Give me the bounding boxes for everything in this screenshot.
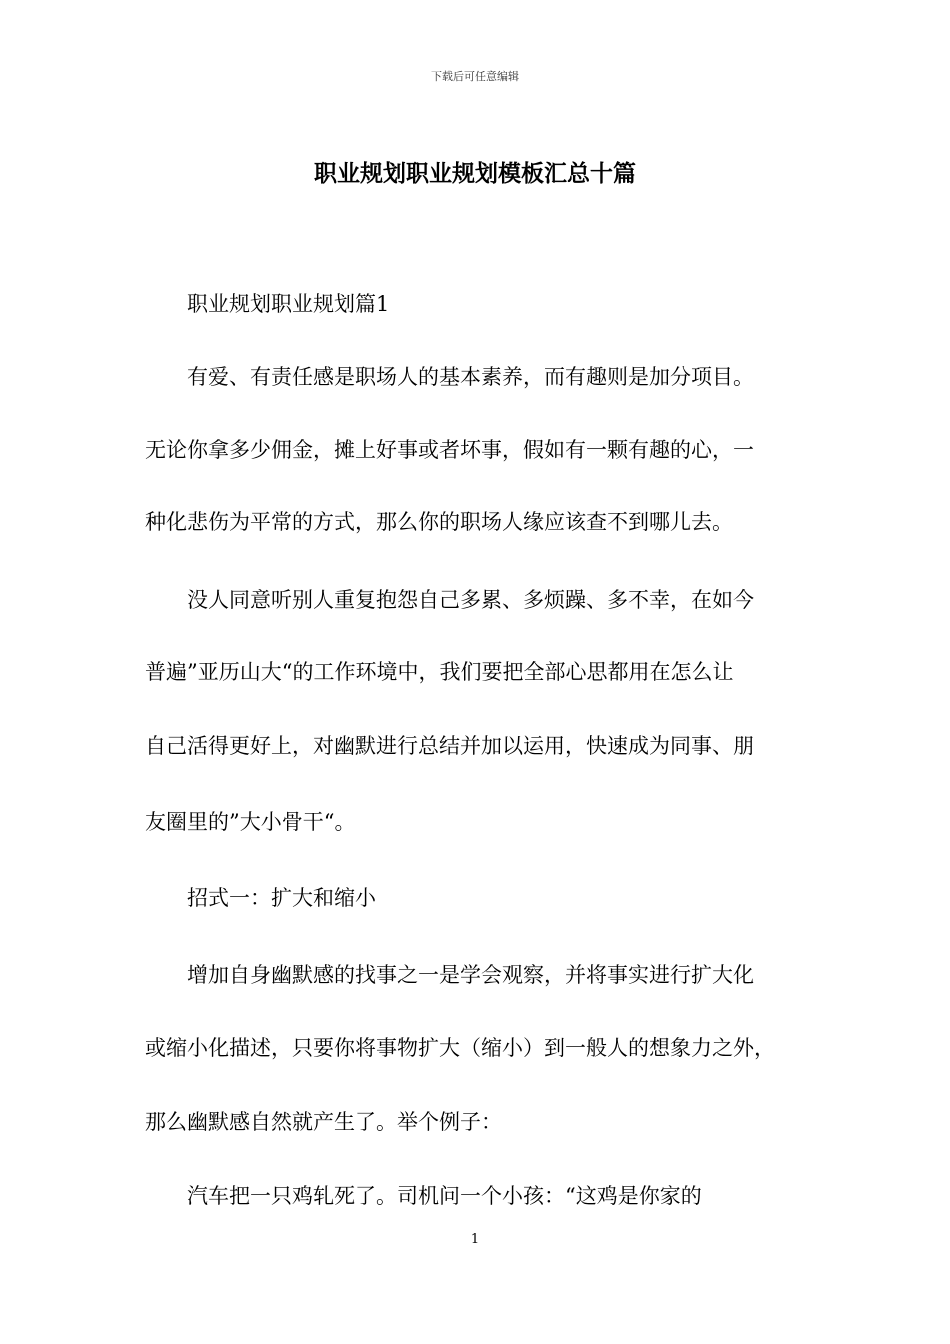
body-line: 没人同意听别人重复抱怨自己多累、多烦躁、多不幸，在如今 [145, 588, 754, 612]
body-line: 汽车把一只鸡轧死了。司机问一个小孩：“这鸡是你家的 [145, 1184, 702, 1208]
body-line: 那么幽默感自然就产生了。举个例子： [145, 1110, 502, 1134]
body-line: 种化悲伤为平常的方式，那么你的职场人缘应该查不到哪儿去。 [145, 510, 733, 534]
document-title: 职业规划职业规划模板汇总十篇 [314, 160, 636, 187]
page-number: 1 [470, 1232, 480, 1247]
body-line: 无论你拿多少佣金，摊上好事或者坏事，假如有一颗有趣的心，一 [145, 438, 754, 462]
subheading: 招式一：扩大和缩小 [145, 886, 376, 910]
body-line: 有爱、有责任感是职场人的基本素养，而有趣则是加分项目。 [145, 365, 754, 389]
body-line: 增加自身幽默感的找事之一是学会观察，并将事实进行扩大化 [145, 963, 754, 987]
body-line: 自己活得更好上，对幽默进行总结并加以运用，快速成为同事、朋 [145, 734, 754, 758]
header-note: 下载后可任意编辑 [431, 70, 519, 83]
body-line: 或缩小化描述，只要你将事物扩大（缩小）到一般人的想象力之外， [145, 1036, 775, 1060]
section-heading: 职业规划职业规划篇1 [145, 292, 390, 316]
body-line: 友圈里的”大小骨干“。 [145, 810, 356, 834]
body-line: 普遍”亚历山大“的工作环境中，我们要把全部心思都用在怎么让 [145, 660, 734, 684]
